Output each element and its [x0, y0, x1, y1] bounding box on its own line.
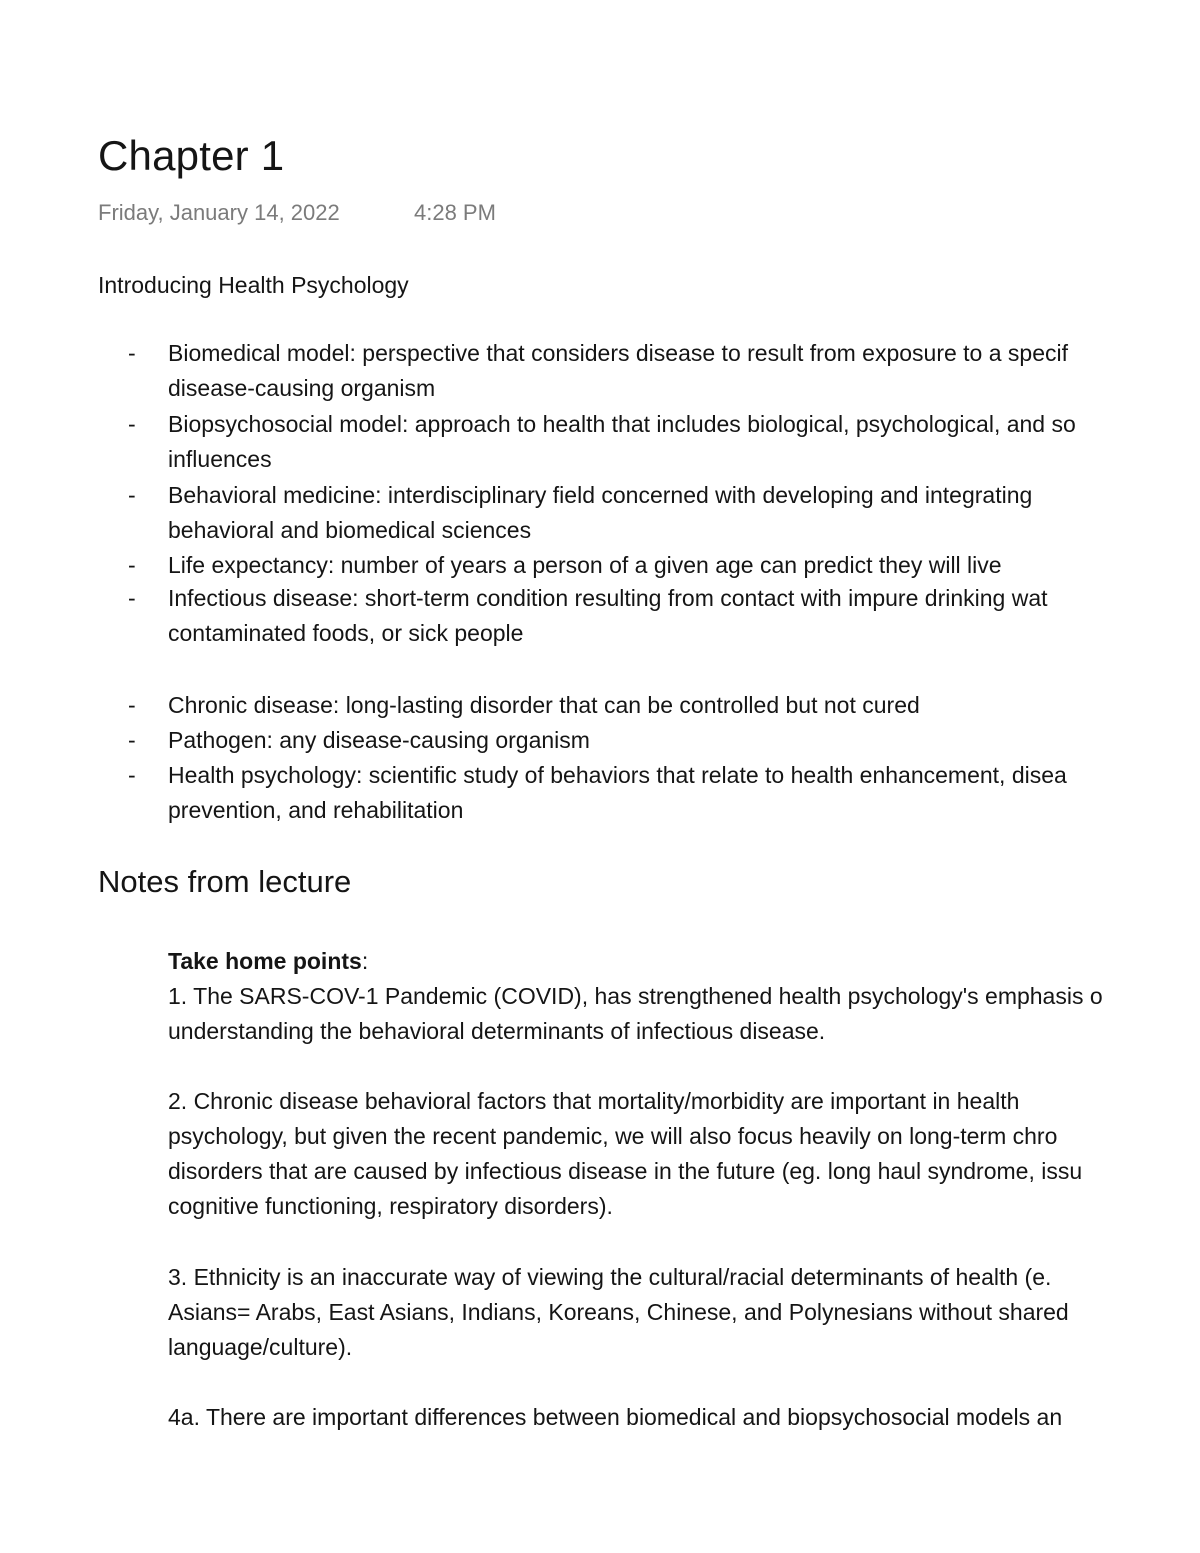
list-item-text [168, 758, 1067, 828]
list-item-line: prevention, and rehabilitation [168, 797, 464, 823]
bullet-dash: - [128, 552, 136, 578]
list-item-text [168, 407, 1076, 477]
list-item-text [168, 478, 1032, 548]
note-point [168, 979, 1103, 1049]
list-item-line: Life expectancy: number of years a person of a given age can predict they will live [168, 552, 1002, 578]
note-line: understanding the behavioral determinants of infectious disease. [168, 1018, 826, 1044]
note-line: 2. Chronic disease behavioral factors that mortality/morbidity are important in health [168, 1088, 1020, 1114]
list-item-line: Behavioral medicine: interdisciplinary field concerned with developing and integrating [168, 482, 1033, 508]
bullet-dash: - [128, 692, 136, 718]
list-item-text [168, 548, 1002, 583]
list-item-line: disease-causing organism [168, 375, 436, 401]
list-item-line: influences [168, 446, 272, 472]
note-point [168, 1084, 1082, 1224]
bullet-dash: - [128, 340, 136, 366]
page-time: 4:28 PM [414, 200, 496, 225]
note-line: disorders that are caused by infectious disease in the future (eg. long haul syndrome, issu [168, 1158, 1083, 1184]
list-item-line: Infectious disease: short-term condition resulting from contact with impure drinking wat [168, 585, 1048, 611]
list-item-line: contaminated foods, or sick people [168, 620, 524, 646]
note-line: Asians= Arabs, East Asians, Indians, Koreans, Chinese, and Polynesians without shared [168, 1299, 1069, 1325]
note-line: psychology, but given the recent pandemic, we will also focus heavily on long-term chro [168, 1123, 1058, 1149]
note-line: language/culture). [168, 1334, 353, 1360]
bullet-dash: - [128, 411, 136, 437]
list-item-text [168, 688, 920, 723]
list-item-text [168, 336, 1068, 406]
bullet-dash: - [128, 585, 136, 611]
note-line: 1. The SARS-COV-1 Pandemic (COVID), has strengthened health psychology's emphasis o [168, 983, 1103, 1009]
note-line: cognitive functioning, respiratory disorders). [168, 1193, 613, 1219]
list-item-text [168, 581, 1048, 651]
bullet-dash: - [128, 762, 136, 788]
list-item-line: Pathogen: any disease-causing organism [168, 727, 590, 753]
takeaway-colon: : [361, 948, 369, 974]
list-item-line: Chronic disease: long-lasting disorder that can be controlled but not cured [168, 692, 920, 718]
takeaway-heading [168, 944, 368, 979]
list-item-line: Biomedical model: perspective that considers disease to result from exposure to a specif [168, 340, 1068, 366]
note-point [168, 1400, 1062, 1435]
list-item-text [168, 723, 590, 758]
list-item-line: behavioral and biomedical sciences [168, 517, 532, 543]
note-line: 4a. There are important differences between biomedical and biopsychosocial models an [168, 1404, 1063, 1430]
page-date: Friday, January 14, 2022 [98, 200, 340, 225]
section-heading: Notes from lecture [98, 864, 352, 899]
page-title: Chapter 1 [98, 132, 285, 179]
list-item-line: Biopsychosocial model: approach to health that includes biological, psychological, and so [168, 411, 1076, 437]
bullet-dash: - [128, 727, 136, 753]
list-item-line: Health psychology: scientific study of behaviors that relate to health enhancement, disea [168, 762, 1067, 788]
takeaway-label: Take home points [168, 948, 362, 974]
note-point [168, 1260, 1069, 1365]
note-line: 3. Ethnicity is an inaccurate way of viewing the cultural/racial determinants of health (e. [168, 1264, 1052, 1290]
bullet-dash: - [128, 482, 136, 508]
intro-heading: Introducing Health Psychology [98, 272, 409, 298]
